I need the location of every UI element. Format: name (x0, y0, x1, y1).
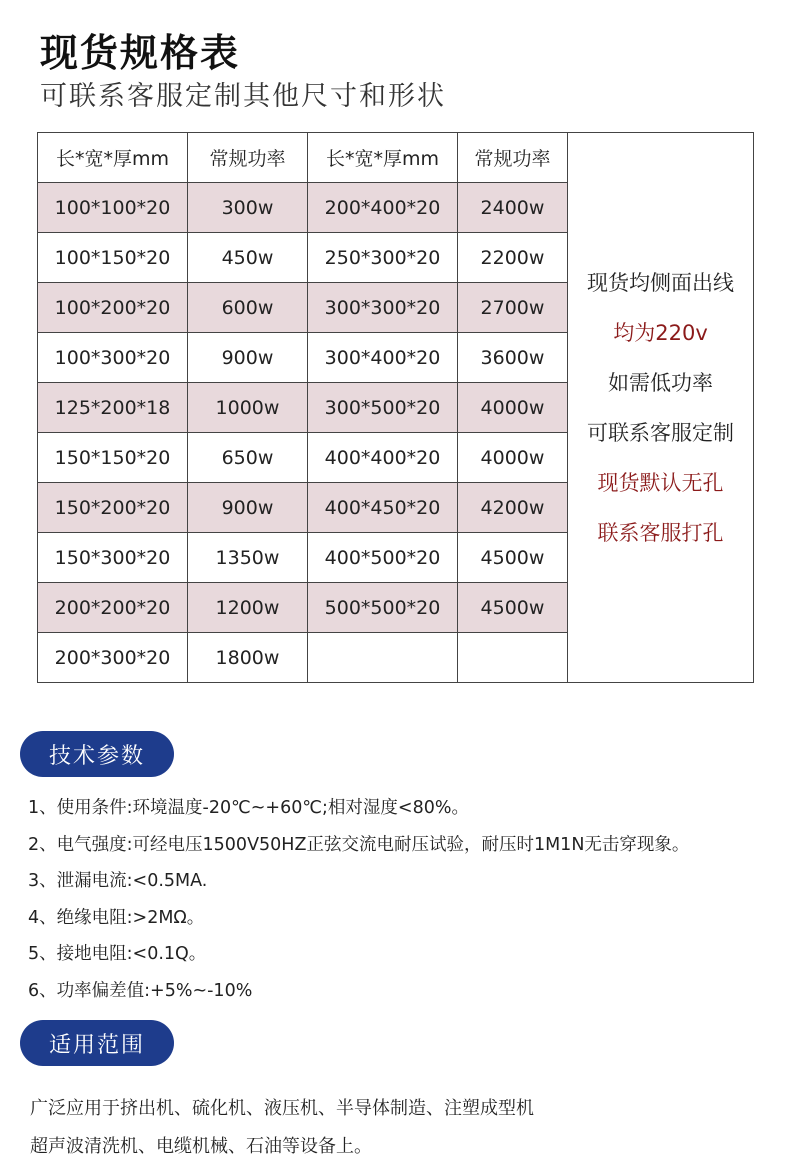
table-cell: 400*500*20 (308, 533, 458, 583)
table-cell: 200*300*20 (38, 633, 188, 683)
table-cell (458, 633, 568, 683)
header-size: 长*宽*厚mm (308, 133, 458, 183)
table-cell: 500*500*20 (308, 583, 458, 633)
table-cell: 2200w (458, 233, 568, 283)
application-section-label: 适用范围 (20, 1020, 174, 1066)
spec-table (37, 132, 754, 683)
table-cell: 4200w (458, 483, 568, 533)
header-power: 常规功率 (458, 133, 568, 183)
application-text (30, 1090, 534, 1166)
table-cell: 200*200*20 (38, 583, 188, 633)
table-cell: 4000w (458, 433, 568, 483)
table-cell: 150*300*20 (38, 533, 188, 583)
table-cell: 1000w (188, 383, 308, 433)
table-cell: 100*100*20 (38, 183, 188, 233)
table-cell: 900w (188, 333, 308, 383)
table-cell: 150*200*20 (38, 483, 188, 533)
table-cell: 250*300*20 (308, 233, 458, 283)
note-line: 联系客服打孔 (597, 520, 724, 545)
table-cell: 300*500*20 (308, 383, 458, 433)
table-cell: 400*400*20 (308, 433, 458, 483)
note-line: 现货默认无孔 (597, 470, 724, 495)
note-line: 现货均侧面出线 (587, 270, 734, 295)
notes-cell (568, 133, 754, 683)
table-cell: 200*400*20 (308, 183, 458, 233)
table-cell: 300*400*20 (308, 333, 458, 383)
table-cell (308, 633, 458, 683)
list-item: 3、泄漏电流:<0.5MA. (28, 871, 208, 891)
table-cell: 100*200*20 (38, 283, 188, 333)
header-power: 常规功率 (188, 133, 308, 183)
list-item: 6、功率偏差值:+5%~-10% (28, 980, 253, 1001)
application-line: 广泛应用于挤出机、硫化机、液压机、半导体制造、注塑成型机 (30, 1098, 534, 1119)
table-header-row (38, 133, 754, 183)
table-cell: 100*150*20 (38, 233, 188, 283)
table-cell: 300w (188, 183, 308, 233)
table-cell: 1350w (188, 533, 308, 583)
table-cell: 3600w (458, 333, 568, 383)
tech-list (28, 790, 689, 1009)
table-cell: 900w (188, 483, 308, 533)
table-cell: 300*300*20 (308, 283, 458, 333)
page-title: 现货规格表 (40, 31, 241, 75)
table-cell: 400*450*20 (308, 483, 458, 533)
table-cell: 1800w (188, 633, 308, 683)
table-cell: 1200w (188, 583, 308, 633)
table-cell: 2400w (458, 183, 568, 233)
list-item: 2、电气强度:可经电压1500V50HZ正弦交流电耐压试验，耐压时1M1N无击穿现象。 (28, 834, 690, 855)
note-line: 如需低功率 (608, 370, 713, 395)
table-cell: 600w (188, 283, 308, 333)
page-subtitle: 可联系客服定制其他尺寸和形状 (40, 81, 446, 112)
note-line: 均为220v (613, 320, 708, 345)
list-item: 4、绝缘电阻:>2MΩ。 (28, 907, 205, 928)
table-cell: 4500w (458, 533, 568, 583)
list-item: 1、使用条件:环境温度-20℃~+60℃;相对湿度<80%。 (28, 798, 469, 818)
table-cell: 4000w (458, 383, 568, 433)
table-cell: 100*300*20 (38, 333, 188, 383)
application-line: 超声波清洗机、电缆机械、石油等设备上。 (30, 1136, 372, 1157)
table-cell: 650w (188, 433, 308, 483)
note-line: 可联系客服定制 (587, 420, 734, 445)
table-cell: 4500w (458, 583, 568, 633)
header-size: 长*宽*厚mm (38, 133, 188, 183)
list-item: 5、接地电阻:<0.1Q。 (28, 944, 207, 964)
table-cell: 150*150*20 (38, 433, 188, 483)
tech-section-label: 技术参数 (20, 731, 174, 777)
table-cell: 2700w (458, 283, 568, 333)
table-cell: 125*200*18 (38, 383, 188, 433)
table-cell: 450w (188, 233, 308, 283)
